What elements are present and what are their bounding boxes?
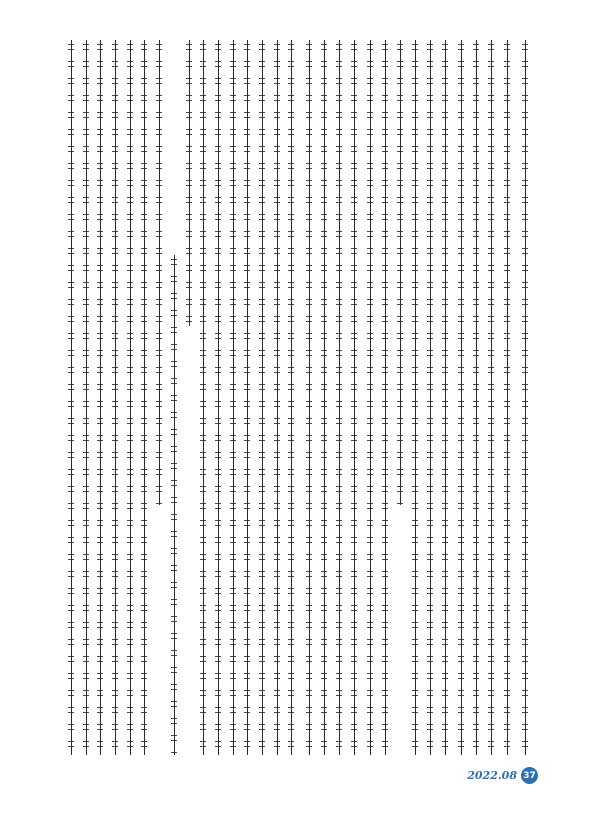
text-line bbox=[154, 40, 162, 755]
text-line bbox=[242, 40, 250, 755]
text-column-middle bbox=[304, 40, 494, 755]
text-line bbox=[110, 40, 118, 755]
text-line bbox=[169, 40, 177, 755]
text-line bbox=[410, 40, 418, 755]
text-line bbox=[139, 40, 147, 755]
text-line bbox=[471, 40, 479, 755]
issue-label: 2022.08 bbox=[467, 769, 517, 782]
page-footer bbox=[467, 767, 538, 784]
text-line bbox=[286, 40, 294, 755]
text-line bbox=[520, 40, 531, 755]
text-line bbox=[66, 40, 74, 755]
text-line bbox=[440, 40, 448, 755]
text-line bbox=[272, 40, 280, 755]
text-line bbox=[125, 40, 133, 755]
text-line bbox=[502, 40, 513, 755]
text-line bbox=[257, 40, 265, 755]
text-column-right bbox=[502, 40, 542, 755]
text-line bbox=[319, 40, 327, 755]
text-line bbox=[334, 40, 342, 755]
page-number-badge: 37 bbox=[521, 767, 538, 784]
text-line bbox=[81, 40, 89, 755]
text-line bbox=[198, 40, 206, 755]
text-line bbox=[425, 40, 433, 755]
text-line bbox=[184, 40, 192, 755]
text-line bbox=[380, 40, 388, 755]
text-line bbox=[349, 40, 357, 755]
text-line bbox=[395, 40, 403, 755]
text-line bbox=[304, 40, 312, 755]
text-column-left bbox=[66, 40, 294, 755]
text-line bbox=[456, 40, 464, 755]
text-line bbox=[486, 40, 494, 755]
text-line bbox=[365, 40, 373, 755]
text-line bbox=[213, 40, 221, 755]
text-line bbox=[228, 40, 236, 755]
text-line bbox=[95, 40, 103, 755]
